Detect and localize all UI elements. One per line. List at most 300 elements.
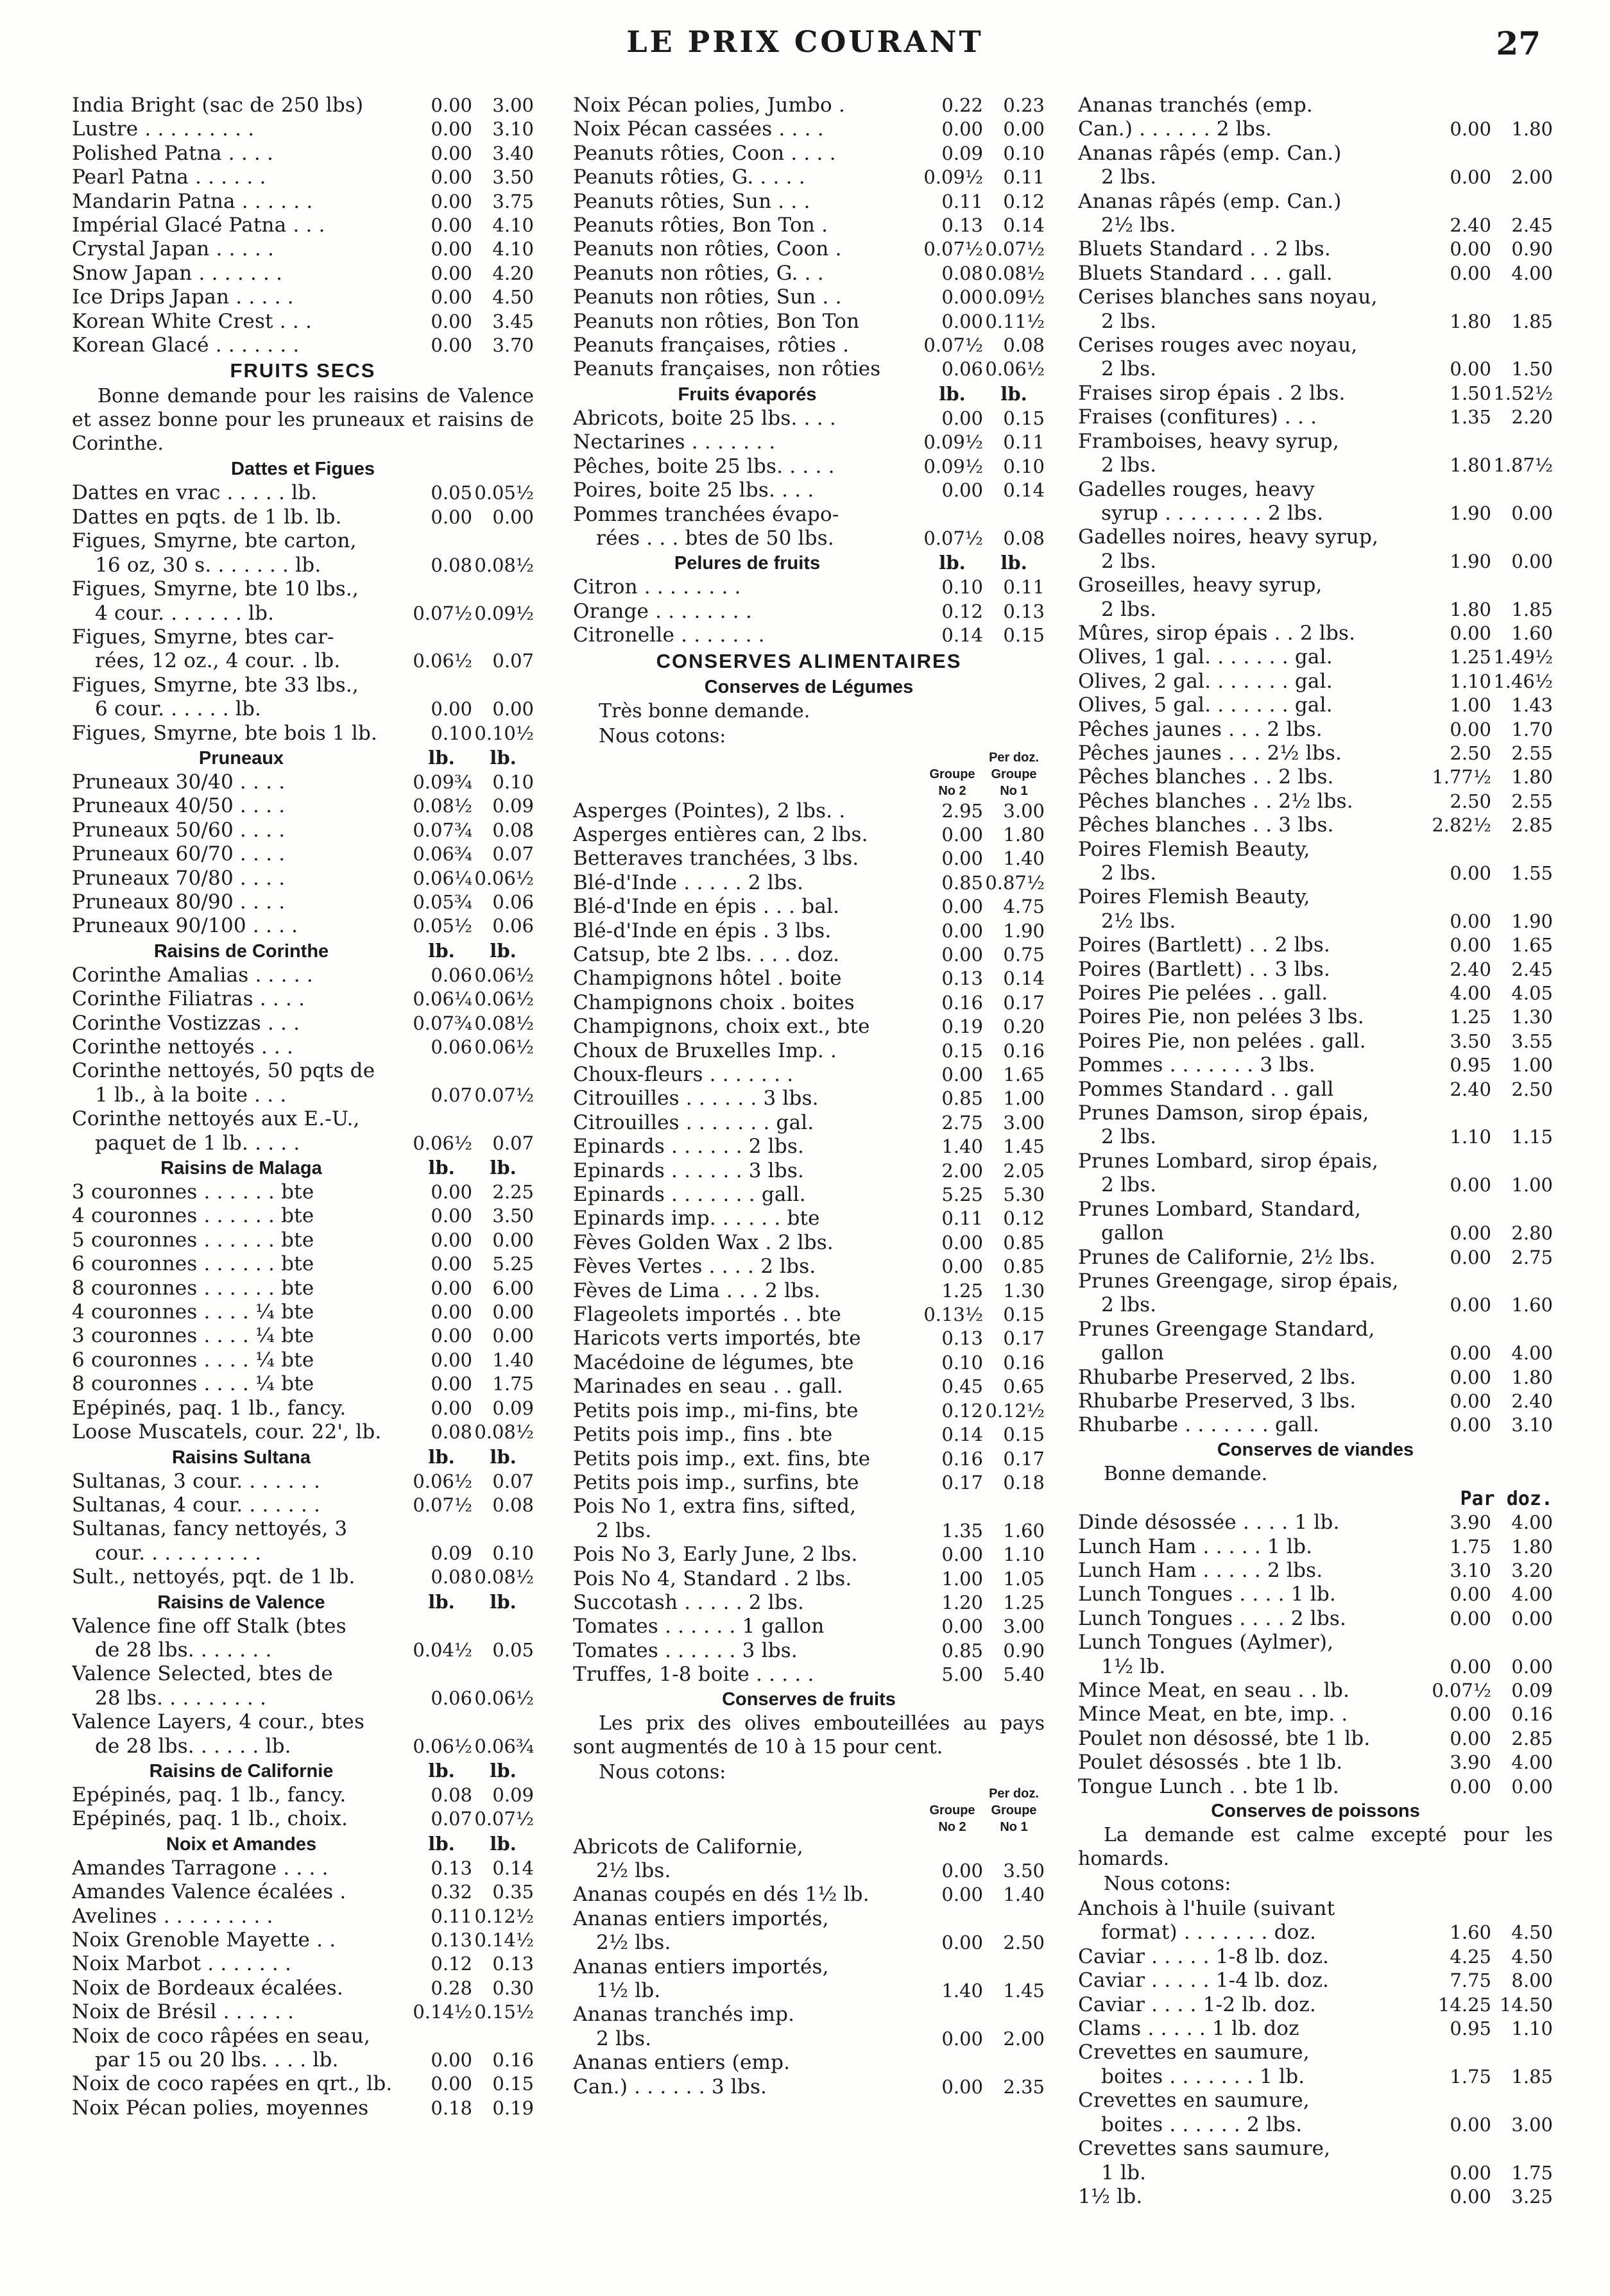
price-row — [573, 1907, 1045, 1931]
price-low: 0.95 — [1450, 2018, 1491, 2040]
subsection-pruneaux: Pruneaux lb. lb. — [198, 746, 517, 769]
item-label: Pruneaux 80/90 . . . . — [72, 890, 286, 914]
item-label: Blé-d'Inde en épis . . . bal. — [573, 895, 840, 919]
item-label: Pruneaux 90/100 . . . . — [72, 914, 298, 938]
price-high: 2.00 — [1003, 2027, 1045, 2050]
item-label: Groseilles, heavy syrup, — [1078, 574, 1323, 597]
item-label: Peanuts rôties, Coon . . . . — [573, 141, 836, 165]
price-low: 0.06½ — [413, 1735, 472, 1757]
price-row — [1078, 2041, 1553, 2064]
item-label: Sultanas, fancy nettoyés, 3 — [72, 1517, 348, 1541]
item-label: Valence fine off Stalk (btes — [72, 1614, 347, 1638]
item-label: Petits pois imp., surfins, bte — [573, 1470, 859, 1494]
price-row — [72, 1397, 534, 1420]
price-low: 0.00 — [941, 847, 983, 870]
price-row — [72, 1880, 534, 1904]
price-high: 1.80 — [1003, 823, 1045, 846]
price-low: 0.00 — [941, 1064, 983, 1085]
item-label: Figues, Smyrne, bte carton, — [72, 529, 357, 553]
price-row — [573, 527, 1045, 550]
price-row — [573, 1279, 1045, 1303]
price-high: 0.00 — [492, 698, 534, 720]
price-low: 0.00 — [941, 1255, 983, 1278]
price-high: 2.55 — [1511, 742, 1553, 764]
price-row — [72, 649, 534, 673]
item-label: Tomates . . . . . . 1 gallon — [573, 1615, 825, 1638]
price-high: 5.40 — [1003, 1663, 1045, 1686]
item-label: Ananas entiers importés, — [573, 1955, 829, 1978]
price-low: 7.75 — [1450, 1969, 1491, 1992]
price-row — [573, 624, 1045, 647]
price-row — [573, 1399, 1045, 1423]
price-high: 1.00 — [1511, 1174, 1553, 1196]
item-label: 2 lbs. — [1101, 166, 1157, 189]
item-label: Rhubarbe Preserved, 3 lbs. — [1078, 1389, 1357, 1413]
price-low: 0.07 — [431, 1808, 472, 1830]
item-label: 1 lb., à la boite . . . — [95, 1083, 287, 1107]
price-row — [1078, 1413, 1553, 1437]
item-label: Pruneaux 30/40 . . . . — [72, 770, 286, 794]
item-label: Corinthe nettoyés . . . — [72, 1035, 294, 1059]
price-row — [1078, 645, 1553, 669]
price-high: 0.07½ — [474, 1084, 534, 1106]
legumes-price-list — [573, 799, 1045, 1687]
price-high: 0.17 — [1003, 1447, 1045, 1470]
price-row — [72, 1348, 534, 1372]
price-low: 0.12 — [941, 1399, 983, 1422]
price-row — [1078, 1945, 1553, 1969]
item-label: 2 lbs. — [1101, 1293, 1157, 1317]
price-row — [1078, 502, 1553, 525]
price-row — [72, 890, 534, 914]
price-row — [72, 842, 534, 866]
price-low: 1.77½ — [1432, 766, 1491, 788]
price-row — [1078, 910, 1553, 933]
price-high: 0.15½ — [474, 2001, 534, 2023]
price-low: 0.05¾ — [413, 890, 472, 913]
price-row — [1078, 1583, 1553, 1606]
californie-price-list — [72, 1783, 534, 1832]
price-low: 0.07 — [431, 1084, 472, 1106]
item-label: Ananas entiers (emp. — [573, 2051, 791, 2075]
price-low: 0.00 — [941, 286, 983, 309]
price-high: 1.80 — [1511, 118, 1553, 140]
price-low: 0.95 — [1450, 1054, 1491, 1076]
item-label: Valence Selected, btes de — [72, 1662, 333, 1686]
item-label: Dattes en vrac . . . . . lb. — [72, 481, 318, 505]
price-row — [1078, 1341, 1553, 1365]
item-label: Haricots verts importés, bte — [573, 1327, 861, 1350]
item-label: Macédoine de légumes, bte — [573, 1350, 854, 1374]
price-row — [72, 2072, 534, 2096]
price-high: 1.80 — [1511, 1366, 1553, 1388]
price-high: 2.00 — [1511, 166, 1553, 189]
price-row — [573, 1615, 1045, 1638]
price-low: 0.00 — [431, 238, 472, 260]
item-label: Dattes en pqts. de 1 lb. lb. — [72, 505, 342, 529]
price-row — [1078, 1679, 1553, 1703]
price-high: 0.06½ — [474, 1687, 534, 1709]
price-high: 1.30 — [1511, 1006, 1553, 1028]
item-label: Poires (Bartlett) . . 3 lbs. — [1078, 957, 1330, 981]
price-low: 0.00 — [941, 919, 983, 942]
item-label: Betteraves tranchées, 3 lbs. — [573, 847, 859, 871]
price-high: 2.05 — [1003, 1159, 1045, 1182]
price-high: 2.85 — [1511, 814, 1553, 837]
price-row — [72, 1180, 534, 1204]
price-low: 0.08 — [431, 554, 472, 576]
price-low: 0.00 — [431, 1301, 472, 1323]
subsection-pelures: Pelures de fruits lb. lb. — [674, 552, 1027, 574]
price-low: 2.75 — [941, 1111, 983, 1134]
price-row — [1078, 2137, 1553, 2161]
price-row — [573, 895, 1045, 919]
item-label: Ananas coupés en dés 1½ lb. — [573, 1883, 869, 1907]
price-low: 0.10 — [941, 576, 983, 599]
item-label: Pommes tranchées évapo- — [573, 502, 839, 526]
price-high: 0.19 — [492, 2096, 534, 2119]
item-label: Figues, Smyrne, btes car- — [72, 625, 334, 649]
price-row — [72, 142, 534, 166]
price-low: 0.00 — [941, 1859, 983, 1882]
item-label: Marinades en seau . . gall. — [573, 1375, 843, 1399]
price-row — [72, 1204, 534, 1228]
subsection-noix: Noix et Amandes lb. lb. — [166, 1832, 517, 1855]
price-low: 0.06¾ — [413, 843, 472, 865]
item-label: Caviar . . . . . 1-8 lb. doz. — [1078, 1944, 1330, 1968]
price-low: 0.00 — [431, 1348, 472, 1371]
price-row — [1078, 1293, 1553, 1317]
price-row — [1078, 478, 1553, 502]
price-row — [1078, 838, 1553, 862]
price-low: 0.08 — [431, 1421, 472, 1443]
price-low: 0.00 — [431, 1397, 472, 1419]
price-high: 0.85 — [1003, 1255, 1045, 1278]
item-label: Poulet non désossé, bte 1 lb. — [1078, 1726, 1371, 1750]
price-low: 0.32 — [431, 1881, 472, 1903]
price-low: 0.11 — [941, 190, 983, 212]
price-high: 1.75 — [492, 1373, 534, 1395]
item-label: Pearl Patna . . . . . . — [72, 166, 266, 189]
price-row — [1078, 598, 1553, 622]
price-low: 0.00 — [941, 1231, 983, 1254]
price-high: 0.00 — [492, 1301, 534, 1323]
item-label: format) . . . . . . . doz. — [1101, 1921, 1317, 1944]
corinthe-price-list — [72, 964, 534, 1155]
price-high: 0.06½ — [474, 988, 534, 1010]
price-low: 0.00 — [1450, 718, 1491, 740]
price-low: 0.13½ — [923, 1304, 983, 1326]
price-low: 0.00 — [431, 1229, 472, 1251]
price-row — [573, 1135, 1045, 1159]
item-label: 1 lb. — [1101, 2161, 1147, 2184]
price-high: 0.00 — [1511, 1655, 1553, 1678]
item-label: Peanuts rôties, G. . . . . — [573, 166, 805, 189]
price-row — [1078, 574, 1553, 597]
price-low: 0.00 — [941, 1615, 983, 1638]
price-high: 2.40 — [1511, 1390, 1553, 1412]
price-row — [1078, 1727, 1553, 1751]
price-high: 0.16 — [492, 2049, 534, 2071]
item-label: Pommes . . . . . . . 3 lbs. — [1078, 1053, 1315, 1077]
item-label: Amandes Valence écalées . — [72, 1880, 347, 1904]
price-low: 0.00 — [941, 2075, 983, 2098]
price-low: 1.10 — [1450, 1126, 1491, 1148]
price-low: 2.40 — [1450, 958, 1491, 980]
item-label: Pruneaux 70/80 . . . . — [72, 866, 286, 890]
price-high: 4.00 — [1511, 1342, 1553, 1365]
price-row — [573, 1159, 1045, 1183]
price-row — [573, 142, 1045, 166]
price-row — [72, 334, 534, 357]
price-low: 0.13 — [941, 1327, 983, 1350]
price-row — [1078, 1559, 1553, 1583]
price-low: 1.80 — [1450, 598, 1491, 620]
price-high: 1.60 — [1511, 1294, 1553, 1316]
price-high: 3.00 — [1003, 1111, 1045, 1134]
price-high: 0.00 — [1003, 118, 1045, 140]
price-row — [573, 1639, 1045, 1663]
item-label: Fèves de Lima . . . 2 lbs. — [573, 1279, 821, 1302]
price-low: 0.00 — [1450, 358, 1491, 380]
price-row — [1078, 1969, 1553, 1993]
price-row — [573, 991, 1045, 1015]
price-row — [573, 1423, 1045, 1447]
item-label: Abricots de Californie, — [573, 1835, 803, 1858]
price-high: 5.30 — [1003, 1184, 1045, 1206]
price-row — [72, 1542, 534, 1565]
price-high: 1.40 — [492, 1348, 534, 1371]
price-row — [1078, 765, 1553, 789]
price-high: 0.06½ — [474, 1036, 534, 1058]
price-row — [1078, 190, 1553, 214]
price-row — [573, 1883, 1045, 1907]
price-high: 0.14 — [1003, 214, 1045, 237]
price-row — [1078, 166, 1553, 189]
price-row — [72, 577, 534, 601]
item-label: Noix de coco râpées en seau, — [72, 2024, 370, 2048]
group-header-no: No 2 No 1 — [938, 783, 1028, 798]
price-high: 0.14 — [1003, 967, 1045, 990]
price-row — [1078, 1366, 1553, 1390]
price-high: 1.65 — [1003, 1064, 1045, 1085]
price-high: 0.12½ — [985, 1399, 1045, 1422]
price-high: 4.00 — [1511, 262, 1553, 284]
price-row — [573, 1859, 1045, 1883]
item-label: Figues, Smyrne, bte 33 lbs., — [72, 673, 359, 697]
item-label: Ananas tranchés imp. — [573, 2003, 795, 2027]
price-low: 0.17 — [941, 1471, 983, 1493]
price-low: 0.00 — [431, 1277, 472, 1299]
price-high: 0.00 — [1511, 1607, 1553, 1629]
price-high: 1.30 — [1003, 1279, 1045, 1302]
price-high: 0.14 — [1003, 479, 1045, 502]
price-low: 0.00 — [1450, 262, 1491, 284]
price-low: 2.95 — [941, 799, 983, 822]
price-row — [573, 1183, 1045, 1207]
item-label: Peanuts non rôties, G. . . — [573, 261, 824, 285]
price-high: 0.08 — [1003, 334, 1045, 357]
price-low: 0.11 — [941, 1207, 983, 1230]
price-low: 2.82½ — [1432, 814, 1491, 837]
price-row — [1078, 2113, 1553, 2137]
item-label: Olives, 1 gal. . . . . . . gal. — [1078, 645, 1333, 669]
item-label: Champignons, choix ext., bte — [573, 1015, 870, 1039]
price-high: 1.90 — [1003, 919, 1045, 942]
price-row — [72, 1710, 534, 1734]
price-low: 0.00 — [431, 334, 472, 357]
item-label: par 15 ou 20 lbs. . . . lb. — [95, 2048, 339, 2072]
price-row — [72, 2048, 534, 2072]
price-low: 0.06 — [941, 358, 983, 380]
price-low: 0.00 — [431, 1253, 472, 1275]
price-high: 0.14 — [492, 1857, 534, 1879]
price-row — [573, 1231, 1045, 1255]
price-high: 2.45 — [1511, 958, 1553, 980]
price-low: 0.00 — [1450, 1414, 1491, 1436]
price-low: 0.13 — [941, 214, 983, 237]
item-label: 2 lbs. — [1101, 454, 1157, 477]
pruneaux-price-list — [72, 770, 534, 939]
price-high: 0.06½ — [985, 358, 1045, 380]
item-label: Fèves Vertes . . . . 2 lbs. — [573, 1255, 816, 1279]
rice-price-list — [72, 94, 534, 357]
price-row — [72, 1905, 534, 1928]
price-row — [573, 407, 1045, 430]
price-row — [1078, 1631, 1553, 1654]
price-high: 3.55 — [1511, 1030, 1553, 1052]
price-low: 0.14 — [941, 624, 983, 647]
item-label: Lustre . . . . . . . . . — [72, 117, 255, 141]
price-row — [1078, 1150, 1553, 1173]
price-low: 1.10 — [1450, 670, 1491, 692]
price-low: 0.00 — [941, 1884, 983, 1906]
price-high: 2.20 — [1511, 406, 1553, 429]
item-label: syrup . . . . . . . . 2 lbs. — [1101, 501, 1324, 525]
price-row — [72, 1084, 534, 1107]
price-row — [1078, 718, 1553, 742]
price-low: 0.00 — [431, 190, 472, 212]
price-high: 0.30 — [492, 1977, 534, 1999]
item-label: Noix de Brésil . . . . . . — [72, 2000, 295, 2024]
price-high: 1.80 — [1511, 766, 1553, 788]
price-high: 0.35 — [492, 1881, 534, 1903]
price-low: 0.08 — [431, 1783, 472, 1806]
item-label: Ananas râpés (emp. Can.) — [1078, 141, 1342, 165]
price-high: 0.09 — [492, 795, 534, 817]
item-label: Gadelles noires, heavy syrup, — [1078, 525, 1379, 549]
item-label: Orange . . . . . . . . — [573, 599, 752, 623]
item-label: rées, 12 oz., 4 cour. . lb. — [95, 649, 341, 673]
price-low: 1.50 — [1450, 382, 1491, 404]
item-label: Epinards . . . . . . . gall. — [573, 1183, 806, 1207]
price-row — [1078, 1703, 1553, 1726]
item-label: Nectarines . . . . . . . — [573, 430, 776, 454]
price-low: 0.06½ — [413, 650, 472, 672]
price-row — [72, 506, 534, 529]
price-low: 0.00 — [941, 1932, 983, 1954]
price-high: 4.50 — [492, 286, 534, 309]
item-label: Framboises, heavy syrup, — [1078, 429, 1339, 453]
price-high: 1.05 — [1003, 1567, 1045, 1590]
item-label: boites . . . . . . 2 lbs. — [1101, 2113, 1303, 2136]
price-low: 0.12 — [941, 600, 983, 622]
price-high: 3.20 — [1511, 1559, 1553, 1581]
column-1 — [72, 94, 534, 2258]
price-row — [72, 1277, 534, 1300]
item-label: 2 lbs. — [1101, 309, 1157, 333]
price-high: 0.87½ — [985, 871, 1045, 894]
item-label: Prunes Greengage Standard, — [1078, 1317, 1375, 1341]
price-row — [1078, 1390, 1553, 1413]
price-row — [573, 1835, 1045, 1859]
price-row — [1078, 550, 1553, 574]
price-row — [72, 1687, 534, 1710]
item-label: Impérial Glacé Patna . . . — [72, 214, 325, 237]
price-row — [573, 479, 1045, 502]
item-label: Fraises sirop épais . 2 lbs. — [1078, 381, 1346, 405]
price-low: 0.06 — [431, 1036, 472, 1058]
subsection-evapores: Fruits évaporés lb. lb. — [678, 382, 1027, 405]
price-row — [1078, 2017, 1553, 2041]
price-row — [573, 575, 1045, 599]
price-low: 0.19 — [941, 1016, 983, 1038]
price-high: 0.06½ — [474, 964, 534, 986]
item-label: Crevettes en saumure, — [1078, 2089, 1310, 2113]
item-label: Caviar . . . . 1-2 lb. doz. — [1078, 1993, 1316, 2016]
price-row — [573, 262, 1045, 285]
price-high: 3.75 — [492, 190, 534, 212]
subsection-sultana: Raisins Sultana lb. lb. — [172, 1445, 517, 1468]
price-low: 5.25 — [941, 1184, 983, 1206]
price-high: 1.65 — [1511, 934, 1553, 957]
price-low: 1.25 — [1450, 1006, 1491, 1028]
item-label: Petits pois imp., mi-fins, bte — [573, 1399, 859, 1422]
price-low: 0.00 — [1450, 1174, 1491, 1196]
price-row — [1078, 958, 1553, 982]
price-row — [573, 1015, 1045, 1039]
price-low: 0.07½ — [413, 602, 472, 624]
item-label: 2 lbs. — [1101, 549, 1157, 573]
item-label: Crevettes en saumure, — [1078, 2041, 1310, 2064]
noix-price-list — [72, 1857, 534, 2120]
item-label: Abricots, boite 25 lbs. . . . — [573, 406, 836, 430]
price-row — [1078, 1751, 1553, 1774]
price-high: 14.50 — [1499, 1993, 1553, 2016]
price-row — [72, 554, 534, 577]
price-low: 0.00 — [1450, 1294, 1491, 1316]
item-label: Corinthe nettoyés aux E.-U., — [72, 1107, 360, 1131]
evapores-price-list — [573, 407, 1045, 550]
price-row — [1078, 2065, 1553, 2089]
item-label: 2½ lbs. — [1101, 214, 1176, 237]
price-high: 0.15 — [1003, 624, 1045, 647]
item-label: Peanuts non rôties, Bon Ton — [573, 309, 860, 333]
price-row — [72, 2000, 534, 2024]
price-high: 3.00 — [1003, 799, 1045, 822]
price-low: 0.00 — [1450, 1390, 1491, 1412]
price-low: 0.14½ — [413, 2001, 472, 2023]
item-label: Poires, boite 25 lbs. . . . — [573, 479, 814, 502]
price-high: 1.85 — [1511, 310, 1553, 332]
item-label: 28 lbs. . . . . . . . . — [95, 1686, 267, 1710]
price-low: 1.40 — [941, 1135, 983, 1158]
item-label: Poires Flemish Beauty, — [1078, 837, 1310, 861]
price-high: 0.20 — [1003, 1016, 1045, 1038]
price-low: 0.00 — [1450, 1727, 1491, 1749]
item-label: Corinthe Vostizzas . . . — [72, 1011, 300, 1035]
price-row — [1078, 862, 1553, 885]
